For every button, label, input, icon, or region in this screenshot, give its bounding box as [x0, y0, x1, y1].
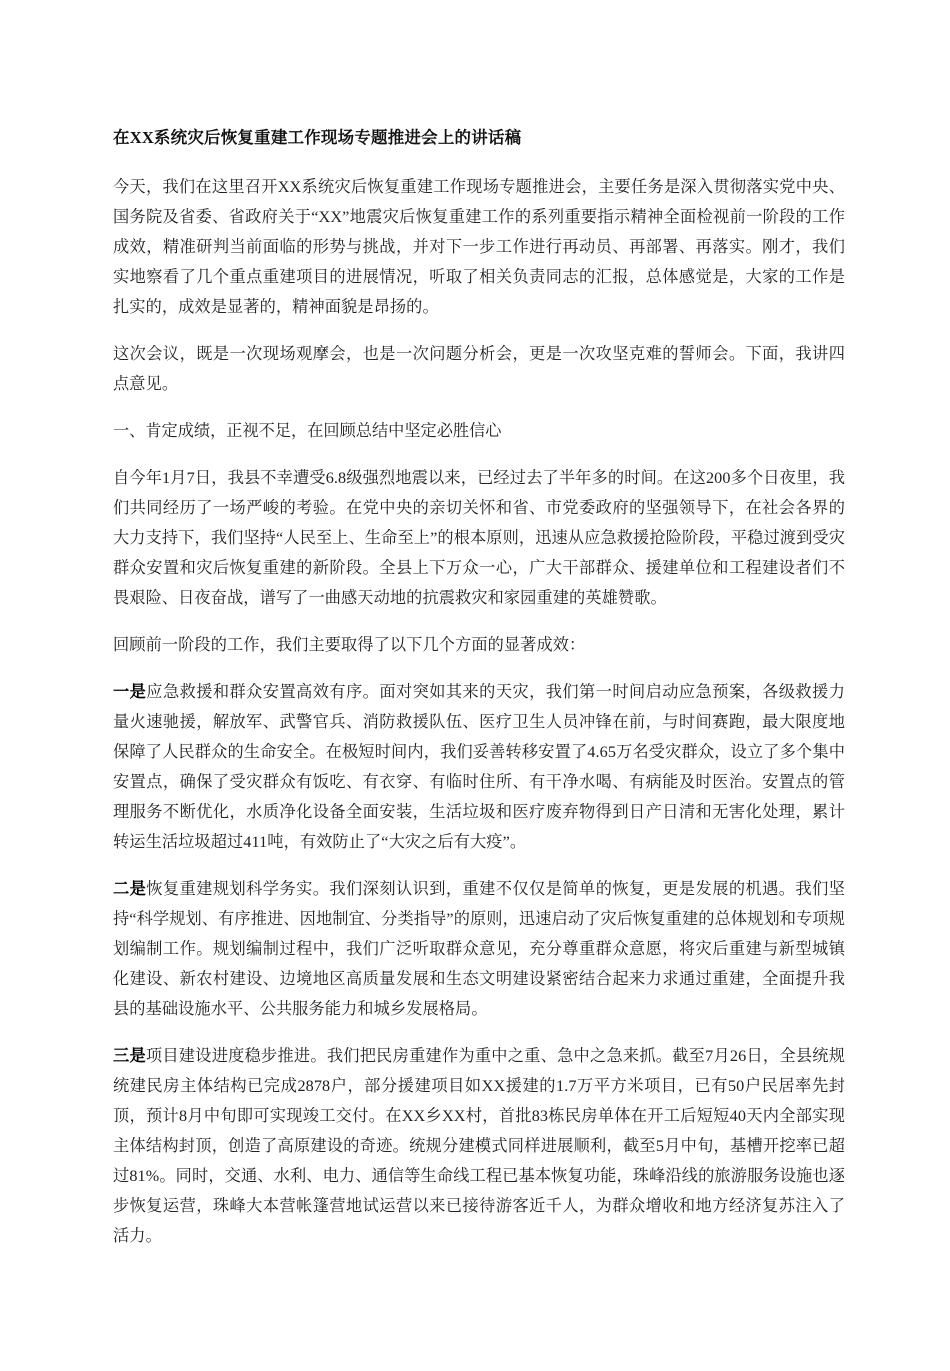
- point-three-lead-label: 三是: [113, 1046, 146, 1065]
- point-two-lead-label: 二是: [113, 879, 147, 898]
- section-one-heading: 一、肯定成绩，正视不足，在回顾总结中坚定必胜信心: [113, 421, 502, 440]
- point-one-body-text: 应急救援和群众安置高效有序。面对突如其来的天灾，我们第一时间启动应急预案，各级救援力量火速驰援，解放军、武警官兵、消防救援队伍、医疗卫生人员冲锋在前，与时间赛跑，最大限度地保障了人民群众的生命安全。在极短时间内，我们妥善转移安置了4.65万名受灾群众，设立了多个集中安置点，确保了受灾群众有饭吃、有衣穿、有临时住所、有干净水喝、有病能及时医治。安置点的管理服务不断优化，水质净化设备全面安装，生活垃圾和医疗废弃物得到日产日清和无害化处理，累计转运生活垃圾超过411吨，有效防止了“大灾之后有大疫”。: [113, 682, 845, 851]
- point-one-lead-label: 一是: [113, 682, 147, 701]
- point-one-paragraph: [113, 677, 845, 857]
- point-three-body-text: 项目建设进度稳步推进。我们把民房重建作为重中之重、急中之急来抓。截至7月26日，全县统规统建民房主体结构已完成2878户，部分援建项目如XX援建的1.7万平方米项目，已有50户民居率先封顶，预计8月中旬即可实现竣工交付。在XX乡XX村，首批83栋民房单体在开工后短短40天内全部实现主体结构封顶，创造了高原建设的奇迹。统规分建模式同样进展顺利，截至5月中旬，基槽开挖率已超过81%。同时，交通、水利、电力、通信等生命线工程已基本恢复功能，珠峰沿线的旅游服务设施也逐步恢复运营，珠峰大本营帐篷营地试运营以来已接待游客近千人，为群众增收和地方经济复苏注入了活力。: [113, 1046, 845, 1245]
- review-intro-paragraph: 回顾前一阶段的工作，我们主要取得了以下几个方面的显著成效：: [113, 635, 586, 654]
- document-title: 在XX系统灾后恢复重建工作现场专题推进会上的讲话稿: [113, 128, 522, 147]
- point-three-paragraph: [113, 1041, 845, 1251]
- point-two-paragraph: [113, 874, 845, 1024]
- opening-paragraph: 今天，我们在这里召开XX系统灾后恢复重建工作现场专题推进会，主要任务是深入贯彻落实党中央、国务院及省委、省政府关于“XX”地震灾后恢复重建工作的系列重要指示精神全面检视前一阶段的工作成效，精准研判当前面临的形势与挑战，并对下一步工作进行再动员、再部署、再落实。刚才，我们实地察看了几个重点重建项目的进展情况，听取了相关负责同志的汇报，总体感觉是，大家的工作是扎实的，成效是显著的，精神面貌是昂扬的。: [113, 177, 845, 316]
- point-two-body-text: 恢复重建规划科学务实。我们深刻认识到，重建不仅仅是简单的恢复，更是发展的机遇。我们坚持“科学规划、有序推进、因地制宜、分类指导”的原则，迅速启动了灾后恢复重建的总体规划和专项规划编制工作。规划编制过程中，我们广泛听取群众意见，充分尊重群众意愿，将灾后重建与新型城镇化建设、新农村建设、边境地区高质量发展和生态文明建设紧密结合起来力求通过重建，全面提升我县的基础设施水平、公共服务能力和城乡发展格局。: [113, 879, 845, 1018]
- meeting-nature-paragraph: 这次会议，既是一次现场观摩会，也是一次问题分析会，更是一次攻坚克难的誓师会。下面，我讲四点意见。: [113, 344, 845, 393]
- since-quake-paragraph: 自今年1月7日，我县不幸遭受6.8级强烈地震以来，已经过去了半年多的时间。在这200多个日夜里，我们共同经历了一场严峻的考验。在党中央的亲切关怀和省、市党委政府的坚强领导下，在社会各界的大力支持下，我们坚持“人民至上、生命至上”的根本原则，迅速从应急救援抢险阶段，平稳过渡到受灾群众安置和灾后恢复重建的新阶段。全县上下万众一心，广大干部群众、援建单位和工程建设者们不畏艰险、日夜奋战，谱写了一曲感天动地的抗震救灾和家园重建的英雄赞歌。: [113, 468, 845, 607]
